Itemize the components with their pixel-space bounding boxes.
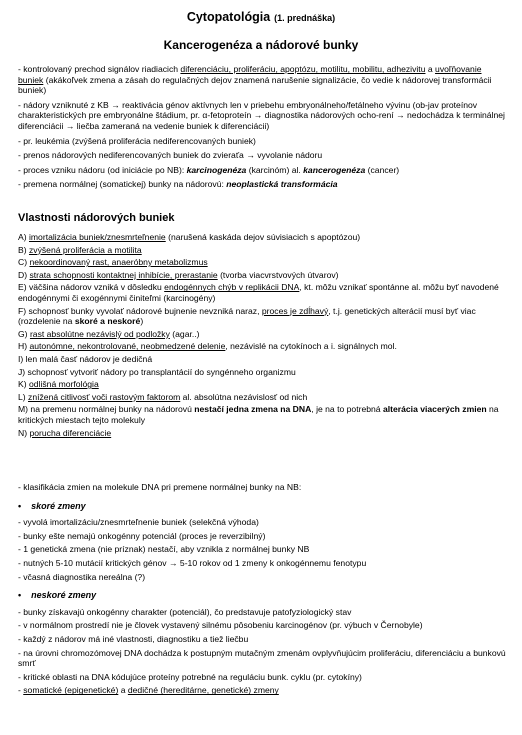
- property-i: I) len malá časť nádorov je dedičná: [18, 353, 153, 364]
- text: F) schopnosť bunky vyvolať nádorové bujnenie nevzniká naraz,: [18, 305, 262, 316]
- underlined-text: dedičné (hereditárne, genetické) zmeny: [127, 685, 279, 696]
- text: , kt. môžu vznikať spontánne al. môžu byť navodené endogénnymi či exogénnymi činiteľmi (karcinogény): [18, 282, 499, 303]
- bullet-icon: •: [18, 590, 22, 601]
- property-d: [18, 270, 508, 281]
- text: (karcinóm) al.: [246, 164, 304, 175]
- property-j: J) schopnosť vytvoriť nádory po transplantácií do syngénneho organizmu: [18, 366, 296, 377]
- underlined-text: uvoľňovanie buniek: [18, 64, 482, 85]
- list-item: - včasná diagnostika nereálna (?): [18, 571, 146, 582]
- underlined-text: porucha diferenciácie: [29, 427, 112, 438]
- page-title: [0, 10, 522, 24]
- intro-paragraph-6: [18, 179, 506, 190]
- text: a: [118, 685, 128, 696]
- text: L): [18, 391, 29, 402]
- list-item: - každý z nádorov má iné vlastnosti, diagnostiku a tiež liečbu: [18, 633, 249, 644]
- early-changes-list: [18, 517, 506, 582]
- property-l: [18, 392, 508, 403]
- intro-section: [18, 64, 506, 194]
- heading-text: skoré zmeny: [31, 500, 86, 511]
- bold-text: nestačí jedna zmena na DNA: [194, 404, 312, 415]
- text: (narušená kaskáda dejov súvisiacich s apoptózou): [165, 232, 361, 242]
- heading-text: neskoré zmeny: [31, 590, 97, 601]
- text: al. absolútna nezávislosť od nich: [180, 391, 308, 402]
- underlined-text: diferenciáciu, proliferáciu, apoptózu, motilitu, mobilitu, adhezivitu: [180, 64, 426, 74]
- text: ): [140, 316, 144, 327]
- text: - premena normálnej (somatickej) bunky na nádorovú:: [18, 179, 227, 190]
- classification-intro: - klasifikácia zmien na molekule DNA pri premene normálnej bunky na NB:: [18, 482, 302, 492]
- property-g: [18, 329, 508, 340]
- list-item: - vyvolá imortalizáciu/znesmrteľnenie buniek (selekčná výhoda): [18, 517, 259, 528]
- property-f: [18, 306, 508, 327]
- text: , je na to potrebná: [311, 404, 383, 415]
- text: N): [18, 427, 30, 438]
- bold-text: skoré a neskoré: [74, 316, 141, 327]
- intro-paragraph-2: - nádory vzniknuté z KB → reaktivácia génov aktívnych len v priebehu embryonálneho/fetálneho vývinu (ob-jav proteínov charakteristických pre embryonálne štádium, pr. α-fetoproteín → diagnostika nádorových ocho-rení → nedochádza k terminálnej diferenciácii → liečba zameraná na vedenie buniek k diferenciácii): [18, 99, 505, 131]
- intro-paragraph-1: [18, 64, 506, 96]
- list-item: - nutných 5-10 mutácií kritických génov → 5-10 rokov od 1 zmeny k onkogénnemu fenotypu: [18, 557, 367, 568]
- bullet-icon: •: [18, 500, 22, 511]
- text: D): [18, 269, 30, 280]
- text: H): [18, 341, 30, 352]
- underlined-text: endogénnych chýb v replikácii DNA: [164, 282, 300, 293]
- bold-italic-term: neoplastická transformácia: [226, 179, 338, 190]
- intro-paragraph-4: - prenos nádorových nediferencovaných buniek do zvieraťa → vyvolanie nádoru: [18, 150, 323, 161]
- text: A): [18, 232, 29, 242]
- property-n: [18, 428, 508, 439]
- underlined-text: znížená citlivosť voči rastovým faktorom: [28, 391, 181, 402]
- classification-section: [18, 482, 506, 700]
- text: (tvorba viacvrstvových útvarov): [217, 269, 339, 280]
- text: - proces vzniku nádoru (od iniciácie po NB):: [18, 164, 187, 175]
- text: M) na premenu normálnej bunky na nádorovú: [18, 404, 195, 415]
- text: G): [18, 328, 30, 339]
- property-m: [18, 404, 508, 425]
- text: , nezávislé na cytokínoch a i. signálnych mol.: [225, 341, 397, 352]
- property-e: [18, 282, 508, 303]
- underlined-text: nekoordinovaný rast, anaeróbny metabolizmus: [29, 257, 208, 268]
- section-heading: Vlastnosti nádorových buniek: [18, 212, 175, 224]
- underlined-text: zvýšená proliferácia a motilita: [28, 244, 142, 255]
- text: , t.j. genetických alterácií musí byť viac (rozdelenie na: [18, 305, 476, 327]
- underlined-text: somatické (epigenetické): [23, 685, 119, 696]
- text: E) väčšina nádorov vzniká v dôsledku: [18, 282, 165, 293]
- list-item: - bunky získavajú onkogénny charakter (potenciál), čo predstavuje patofyziologický stav: [18, 606, 352, 617]
- lecture-label: (1. prednáška): [274, 13, 336, 23]
- late-changes-list: [18, 607, 506, 696]
- text: a: [425, 64, 436, 74]
- underlined-text: imortalizácia buniek/znesmrteľnenie: [28, 232, 166, 242]
- text: (cancer): [365, 164, 400, 175]
- list-item: - v normálnom prostredí nie je človek vystavený silnému pôsobeniu karcinogénov (pr. výbuch v Černobyle): [18, 620, 423, 631]
- early-changes-heading: [18, 501, 506, 512]
- title-text: Cytopatológia: [186, 10, 271, 24]
- late-changes-heading: [18, 590, 506, 601]
- list-item: - bunky ešte nemajú onkogénny potenciál (proces je reverzibilný): [18, 530, 266, 541]
- text: (agar..): [169, 328, 200, 339]
- bold-italic-term: karcinogenéza: [186, 164, 247, 175]
- text: C): [18, 257, 30, 268]
- bold-italic-term: kancerogenéza: [303, 164, 366, 175]
- property-h: [18, 341, 508, 352]
- list-item: - na úrovni chromozómovej DNA dochádza k postupným mutačným zmenám ovplyvňujúcim proliferáciu, diferenciáciu a bunkovú smrť: [18, 647, 506, 669]
- property-k: [18, 379, 508, 390]
- intro-paragraph-5: [18, 165, 506, 176]
- properties-list: [18, 232, 508, 440]
- underlined-text: autonómne, nekontrolované, neobmedzené delenie: [29, 341, 226, 352]
- text: -: [18, 685, 24, 696]
- text: na kritických miestach tejto molekuly: [18, 404, 499, 425]
- property-c: [18, 257, 508, 268]
- intro-paragraph-3: - pr. leukémia (zvýšená proliferácia nediferencovaných buniek): [18, 135, 256, 146]
- underlined-text: rast absolútne nezávislý od podložky: [29, 328, 170, 339]
- underlined-text: proces je zdĺhavý: [261, 305, 329, 316]
- list-item: [18, 685, 506, 696]
- list-item: - kritické oblasti na DNA kódujúce proteíny potrebné na reguláciu bunk. cyklu (pr. cytokíny): [18, 671, 362, 682]
- text: (akákoľvek zmena a zásah do regulačných dejov znamená narušenie signalizácie, čo vedie k nádorovej transformácii buniek): [18, 74, 492, 96]
- property-a: [18, 232, 508, 243]
- text: - kontrolovaný prechod signálov riadiacich: [18, 64, 181, 74]
- text: K): [18, 379, 29, 390]
- property-b: [18, 245, 508, 256]
- list-item: - 1 genetická zmena (nie príznak) nestačí, aby vznikla z normálnej bunky NB: [18, 544, 310, 555]
- bold-text: alterácia viacerých zmien: [382, 404, 487, 415]
- page-subtitle: Kancerogenéza a nádorové bunky: [163, 38, 359, 52]
- underlined-text: odlišná morfológia: [28, 379, 99, 390]
- underlined-text: strata schopnosti kontaktnej inhibície, prerastanie: [29, 269, 218, 280]
- text: B): [18, 244, 29, 255]
